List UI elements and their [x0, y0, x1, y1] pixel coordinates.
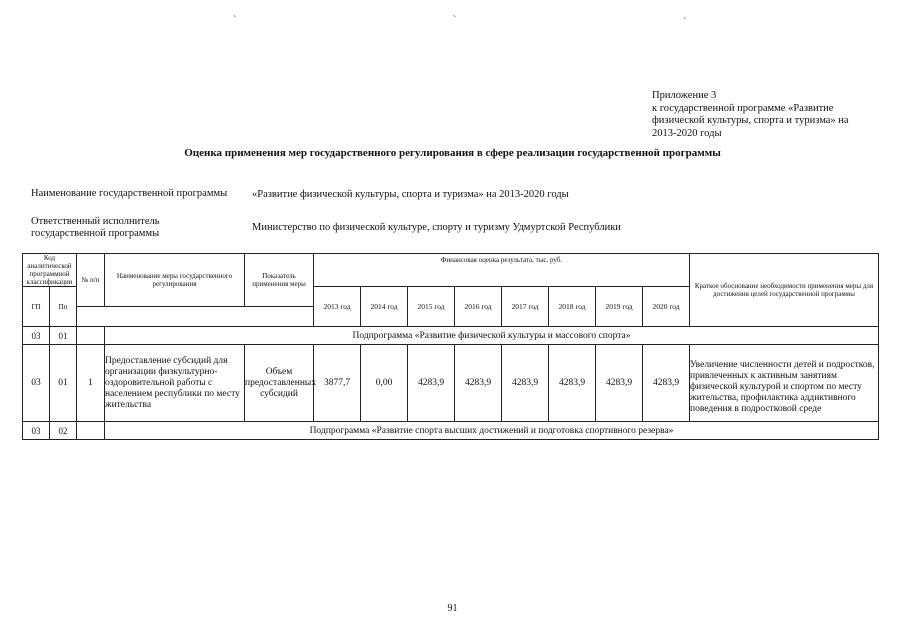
year-header: 2019 год: [596, 287, 643, 327]
appendix-line: Приложение 3: [652, 90, 717, 101]
subprogram-title: Подпрограмма «Развитие физической культуры и массового спорта»: [105, 327, 879, 345]
scan-mark: `: [683, 17, 687, 28]
appendix-line: к государственной программе «Развитие: [652, 102, 834, 114]
measures-table: [22, 253, 879, 440]
finance-header: Финансовая оценка результата, тыс. руб.: [314, 254, 690, 287]
executor-value: Министерство по физической культуре, спорту и туризму Удмуртской Республики: [252, 222, 621, 233]
indicator-cell: Объем предоставленных субсидий: [245, 345, 314, 422]
appendix-line: 2013-2020 годы: [652, 127, 722, 139]
value-cell: 4283,9: [455, 345, 502, 422]
scan-mark: `: [453, 15, 457, 26]
year-header: 2017 год: [502, 287, 549, 327]
appendix-line: физической культуры, спорта и туризма» на: [652, 115, 849, 126]
year-header: 2015 год: [408, 287, 455, 327]
rationale-header: Краткое обоснование необходимости применения меры для достижения целей государственной программы: [690, 254, 879, 327]
measure-cell: Предоставление субсидий для организации физкультурно-оздоровительной работы с населением республики по месту жительства: [105, 345, 245, 422]
year-header: 2016 год: [455, 287, 502, 327]
pp-cell: 01: [50, 327, 77, 345]
executor-label-line: государственной программы: [31, 228, 160, 239]
pp-cell: 02: [50, 422, 77, 440]
year-header: 2014 год: [361, 287, 408, 327]
value-cell: 4283,9: [502, 345, 549, 422]
gp-cell: 03: [23, 422, 50, 440]
appendix-note: [652, 90, 882, 140]
value-cell: 4283,9: [596, 345, 643, 422]
page-number: 91: [447, 603, 458, 614]
indicator-header: Показатель применения меры: [245, 254, 314, 307]
number-cell: [77, 422, 105, 440]
table-row: [23, 345, 879, 422]
subprogram-row: [23, 422, 879, 440]
measure-header: Наименование меры государственного регулирования: [105, 254, 245, 307]
pp-cell: 01: [50, 345, 77, 422]
subprogram-title: Подпрограмма «Развитие спорта высших достижений и подготовка спортивного резерва»: [105, 422, 879, 440]
number-cell: 1: [77, 345, 105, 422]
value-cell: 0,00: [361, 345, 408, 422]
value-cell: 4283,9: [408, 345, 455, 422]
year-header: 2020 год: [643, 287, 690, 327]
gp-cell: 03: [23, 327, 50, 345]
executor-label: [31, 216, 160, 240]
document-title: Оценка применения мер государственного регулирования в сфере реализации государственной программы: [184, 147, 721, 159]
gp-cell: 03: [23, 345, 50, 422]
program-label: Наименование государственной программы: [31, 188, 228, 199]
number-header: № п/п: [77, 254, 105, 307]
value-cell: 4283,9: [643, 345, 690, 422]
number-cell: [77, 327, 105, 345]
rationale-cell: Увеличение численности детей и подростков, привлеченных к активным занятиям физической культурой и спортом по месту жительства, профилактика аддиктивного поведения в подростковой среде: [690, 345, 879, 422]
year-header: 2013 год: [314, 287, 361, 327]
value-cell: 4283,9: [549, 345, 596, 422]
subprogram-row: [23, 327, 879, 345]
gp-header: ГП: [23, 287, 50, 327]
table-header-row: [23, 254, 879, 287]
year-header: 2018 год: [549, 287, 596, 327]
program-value: «Развитие физической культуры, спорта и туризма» на 2013-2020 годы: [252, 189, 569, 200]
executor-label-line: Ответственный исполнитель: [31, 216, 160, 227]
code-header: Код аналитической программной классификации: [23, 254, 77, 287]
scan-mark: `: [233, 15, 237, 26]
value-cell: 3877,7: [314, 345, 361, 422]
pp-header: Пп: [50, 287, 77, 327]
